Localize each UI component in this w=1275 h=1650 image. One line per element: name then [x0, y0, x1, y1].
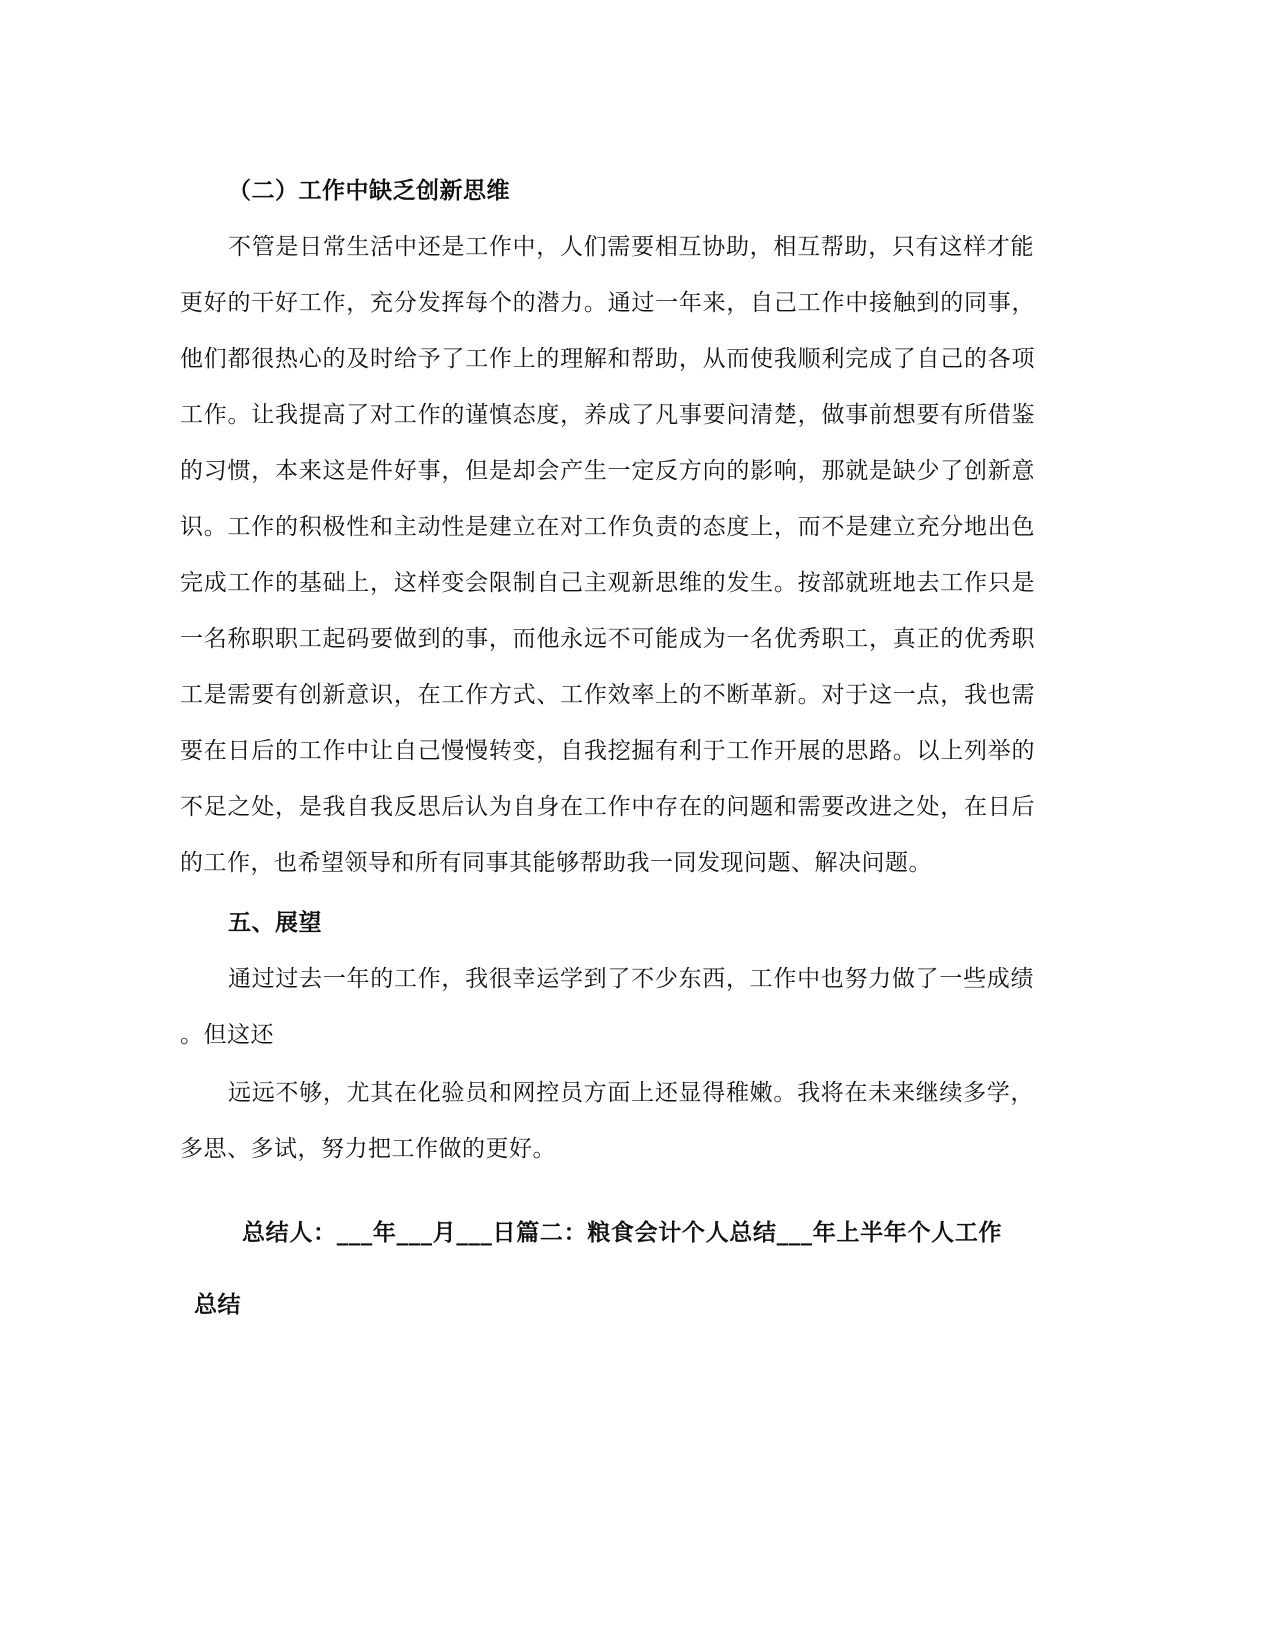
paragraph-line: 工作。让我提高了对工作的谨慎态度，养成了凡事要问清楚，做事前想要有所借鉴 [180, 402, 1035, 428]
section-heading-five: 五、展望 [228, 910, 322, 936]
paragraph-line: 不足之处，是我自我反思后认为自身在工作中存在的问题和需要改进之处，在日后 [180, 794, 1035, 820]
paragraph-line: 识。工作的积极性和主动性是建立在对工作负责的态度上，而不是建立充分地出色 [180, 514, 1035, 540]
paragraph-line: 的习惯，本来这是件好事，但是却会产生一定反方向的影响，那就是缺少了创新意 [180, 458, 1035, 484]
paragraph-line: 一名称职职工起码要做到的事，而他永远不可能成为一名优秀职工，真正的优秀职 [180, 626, 1035, 652]
summary-signature-line: 总结人：___年___月___日篇二：粮食会计个人总结___年上半年个人工作 [242, 1220, 1002, 1246]
paragraph-line: 更好的干好工作，充分发挥每个的潜力。通过一年来，自己工作中接触到的同事， [180, 290, 1035, 316]
paragraph-line: 远远不够，尤其在化验员和网控员方面上还显得稚嫩。我将在未来继续多学， [228, 1080, 1034, 1106]
paragraph-line: 多思、多试，努力把工作做的更好。 [180, 1136, 556, 1162]
section-heading: （二）工作中缺乏创新思维 [228, 178, 510, 204]
paragraph-line: 的工作，也希望领导和所有同事其能够帮助我一同发现问题、解决问题。 [180, 850, 932, 876]
paragraph-line: 不管是日常生活中还是工作中，人们需要相互协助，相互帮助，只有这样才能 [228, 234, 1034, 260]
paragraph-line: 通过过去一年的工作，我很幸运学到了不少东西，工作中也努力做了一些成绩 [228, 966, 1034, 992]
paragraph-line: 工是需要有创新意识，在工作方式、工作效率上的不断革新。对于这一点，我也需 [180, 682, 1035, 708]
paragraph-line: 。但这还 [180, 1022, 274, 1048]
paragraph-line: 要在日后的工作中让自己慢慢转变，自我挖掘有利于工作开展的思路。以上列举的 [180, 738, 1035, 764]
paragraph-line: 完成工作的基础上，这样变会限制自己主观新思维的发生。按部就班地去工作只是 [180, 570, 1035, 596]
paragraph-line: 他们都很热心的及时给予了工作上的理解和帮助，从而使我顺利完成了自己的各项 [180, 346, 1035, 372]
summary-title-continuation: 总结 [194, 1292, 241, 1318]
